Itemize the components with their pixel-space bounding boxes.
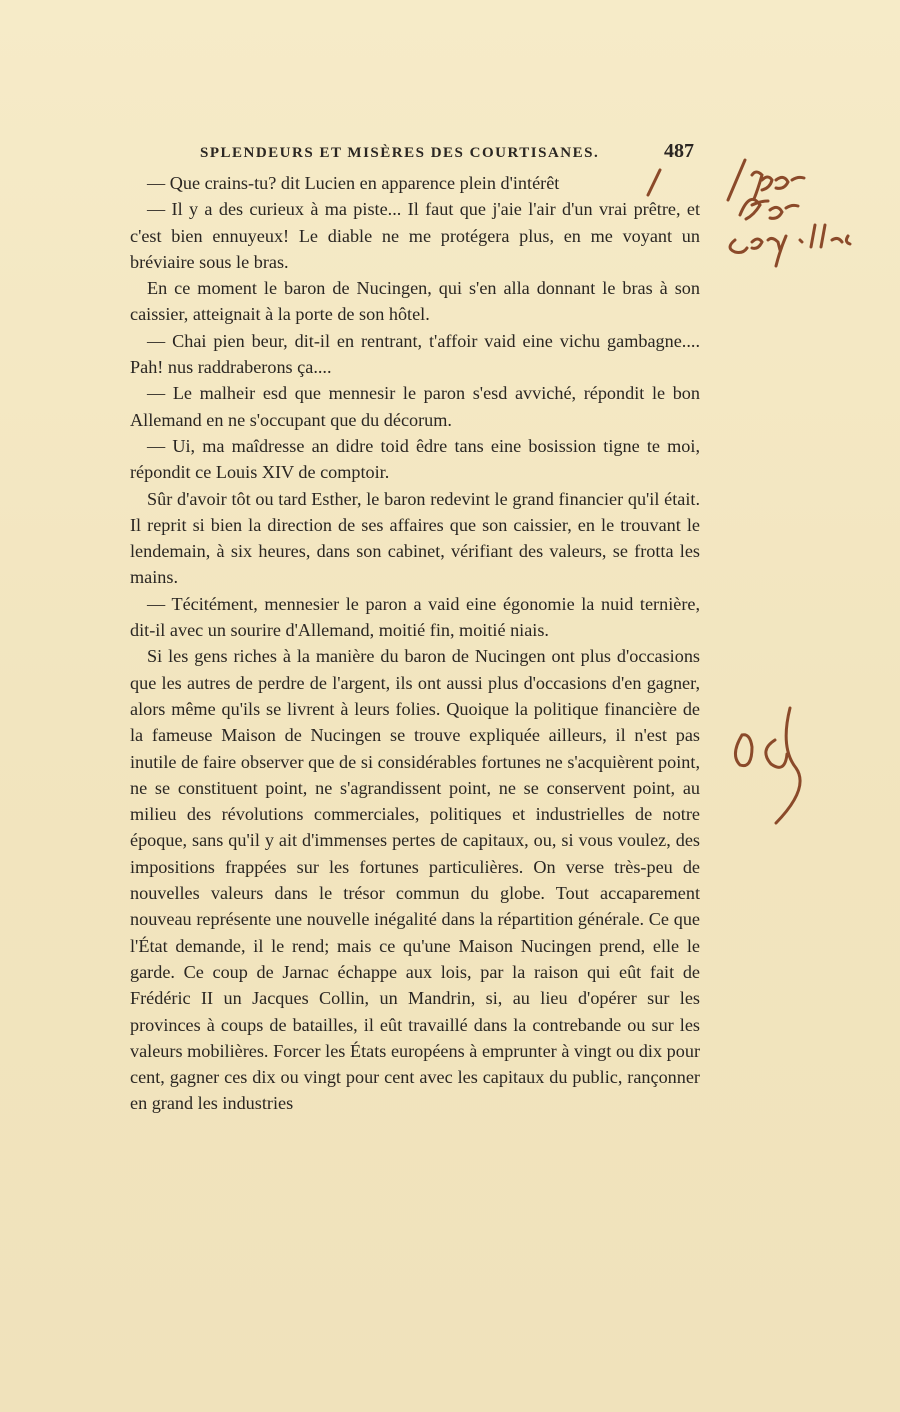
insertion-mark-icon bbox=[648, 170, 660, 195]
paragraph: — Que crains-tu? dit Lucien en apparence plein d'intérêt bbox=[147, 173, 560, 193]
paragraph: Sûr d'avoir tôt ou tard Esther, le baron redevint le grand financier qu'il était. Il reprit si bien la direction de ses affaires que son caissier, en le trouvant le lendemain, à six heures, dans son cabinet, vérifiant des valeurs, se frotta les mains. bbox=[130, 488, 700, 588]
paragraph: — Ui, ma maîdresse an didre toid êdre tans eine bosission tigne te moi, répondit ce Louis XIV de comptoir. bbox=[130, 435, 700, 483]
paragraph: — Chai pien beur, dit-il en rentrant, t'affoir vaid eine vichu gambagne.... Pah! nus raddraberons ça.... bbox=[130, 330, 700, 378]
running-title: SPLENDEURS ET MISÈRES DES COURTISANES. bbox=[200, 145, 600, 161]
paragraph: — Técitément, mennesier le paron a vaid eine égonomie la nuid ternière, dit-il avec un sourire d'Allemand, moitié fin, moitié niais. bbox=[130, 593, 700, 641]
paragraph: Si les gens riches à la manière du baron de Nucingen ont plus d'occasions que les autres de perdre de l'argent, ils ont aussi plus d'occasions d'en gagner, alors même qu'ils se livrent à leurs folies. Quoique la politique financière de la fameuse Maison de Nucingen se trouve expliquée ailleurs, il n'est pas inutile de faire observer que de si considérables fortunes ne s'acquièrent point, ne se constituent point, ne s'agrandissent point, ne se conservent point, au milieu des révolutions commerciales, politiques et industrielles de notre époque, sans qu'il y ait d'immenses pertes de capitaux, ou, si vous voulez, des impositions frappées sur les fortunes particulières. On verse très-peu de nouvelles valeurs dans le trésor commun du globe. Tout accaparement nouveau représente une nouvelle inégalité dans la répartition générale. Ce que l'État demande, il le rend; mais ce qu'une Maison Nucingen prend, elle le garde. Ce coup de Jarnac échappe aux lois, par la raison qui eût fait de Frédéric II un Jacques Collin, un Mandrin, si, au lieu d'opérer sur les provinces à coups de batailles, il eût travaillé dans la contrebande ou sur les valeurs mobilières. Forcer les États européens à emprunter à vingt ou dix pour cent, gagner ces dix ou vingt pour cent avec les capitaux du public, rançonner en grand les industries bbox=[130, 646, 700, 1114]
paragraph: — Le malheir esd que mennesir le paron s'esd avviché, répondit le bon Allemand en ne s'occupant que du décorum. bbox=[130, 383, 700, 430]
paragraph: — Il y a des curieux à ma piste... Il faut que j'aie l'air d'un vrai prêtre, et c'est bien ennuyeux! Le diable ne me protégera plus, en me voyant un bréviaire sous le bras. bbox=[130, 199, 700, 272]
page-number: 487 bbox=[664, 140, 694, 162]
paragraph: En ce moment le baron de Nucingen, qui s'en alla donnant le bras à son caissier, atteignait à la porte de son hôtel. bbox=[130, 278, 700, 325]
